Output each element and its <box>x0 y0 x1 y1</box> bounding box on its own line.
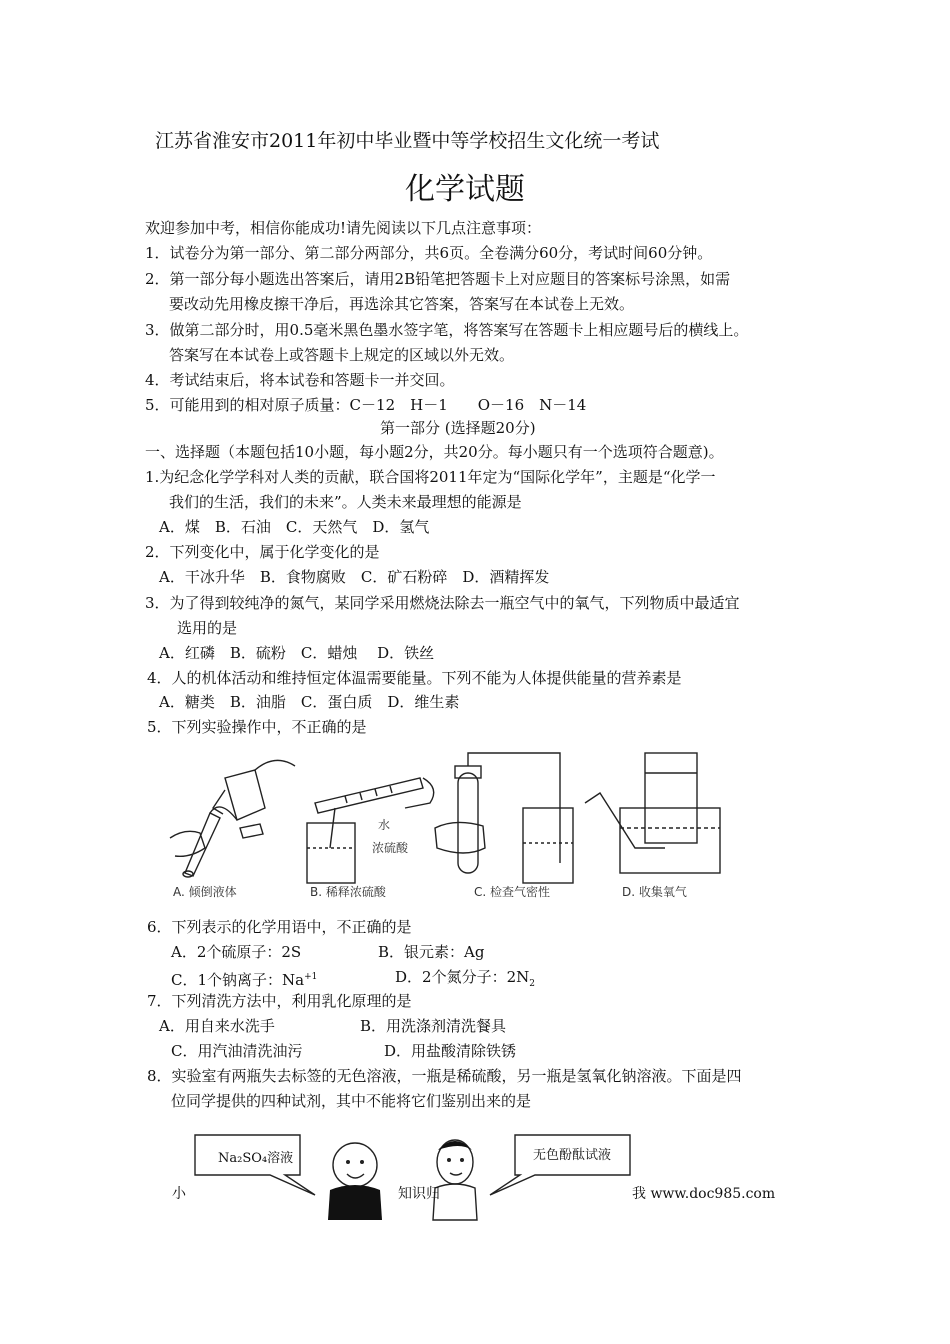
figure-water-label: 水 <box>378 818 391 832</box>
question-8-cont: 位同学提供的四种试剂，其中不能将它们鉴别出来的是 <box>171 1092 532 1110</box>
question-7: 7．下列清洗方法中，利用乳化原理的是 <box>147 992 412 1010</box>
question-5: 5．下列实验操作中，不正确的是 <box>147 718 367 736</box>
part1-heading: 第一部分 (选择题20分) <box>380 419 536 437</box>
question-1-options: A．煤 B．石油 C．天然气 D．氢气 <box>159 518 430 536</box>
note-line: 2．第一部分每小题选出答案后，请用2B铅笔把答题卡上对应题目的答案标号涂黑，如需 <box>145 270 731 288</box>
note-line: 答案写在本试卷上或答题卡上规定的区域以外无效。 <box>169 346 515 364</box>
figure-label-a: A. 倾倒液体 <box>173 885 237 899</box>
question-7-option-c: C．用汽油清洗油污 <box>171 1042 303 1060</box>
student-right <box>433 1140 477 1220</box>
question-6-option-d: D．2个氮分子：$2N_2$ <box>395 968 535 989</box>
reagent-cartoon-figure <box>190 1130 650 1220</box>
section-heading: 一、选择题（本题包括10小题，每小题2分，共20分。每小题只有一个选项符合题意)。 <box>145 443 724 461</box>
figure-acid-label: 浓硫酸 <box>372 841 409 855</box>
question-8: 8．实验室有两瓶失去标签的无色溶液，一瓶是稀硫酸，另一瓶是氢氧化钠溶液。下面是四 <box>147 1067 742 1085</box>
figure-c-airtight <box>435 753 573 883</box>
question-1: 1.为纪念化学学科对人类的贡献，联合国将2011年定为“国际化学年”，主题是“化学一 <box>145 468 716 486</box>
note-line: 5．可能用到的相对原子质量：C－12 H－1 O－16 N－14 <box>145 396 587 414</box>
intro-text: 欢迎参加中考，相信你能成功!请先阅读以下几点注意事项： <box>145 219 542 237</box>
footer-middle: 知识归 <box>398 1186 440 1202</box>
question-7-option-d: D．用盐酸清除铁锈 <box>384 1042 517 1060</box>
footer-left: 小 <box>172 1186 186 1202</box>
question-3-options: A．红磷 B．硫粉 C．蜡烛 D．铁丝 <box>159 644 435 662</box>
figure-d-collecting <box>585 753 720 873</box>
question-6-option-b: B．银元素：Ag <box>378 943 485 961</box>
figure-label-c: C. 检查气密性 <box>474 885 551 899</box>
exam-header: 江苏省淮安市2011年初中毕业暨中等学校招生文化统一考试 <box>155 130 660 152</box>
question-7-option-a: A．用自来水洗手 <box>159 1017 275 1035</box>
question-1-cont: 我们的生活，我们的未来”。人类未来最理想的能源是 <box>169 493 522 511</box>
question-6: 6．下列表示的化学用语中，不正确的是 <box>147 918 412 936</box>
figure-b-diluting <box>307 778 434 883</box>
note-line: 4．考试结束后，将本试卷和答题卡一并交回。 <box>145 371 455 389</box>
footer-url: 我 www.doc985.com <box>632 1186 776 1202</box>
bubble-right-text: 无色酚酞试液 <box>533 1148 612 1163</box>
bubble-left-text: Na₂SO₄溶液 <box>218 1151 294 1166</box>
note-line: 1．试卷分为第一部分、第二部分两部分，共6页。全卷满分60分，考试时间60分钟。 <box>145 244 713 262</box>
question-4-options: A．糖类 B．油脂 C．蛋白质 D．维生素 <box>159 693 460 711</box>
question-6-option-c: C．1个钠离子：$Na^{+1}$ <box>171 971 318 989</box>
figure-a-pouring <box>170 760 295 877</box>
student-left <box>328 1143 382 1220</box>
page-title: 化学试题 <box>405 172 525 207</box>
figure-label-b: B. 稀释浓硫酸 <box>310 885 386 899</box>
question-2: 2．下列变化中，属于化学变化的是 <box>145 543 380 561</box>
question-7-option-b: B．用洗涤剂清洗餐具 <box>360 1017 507 1035</box>
figure-label-d: D. 收集氧气 <box>622 885 687 899</box>
question-4: 4．人的机体活动和维持恒定体温需要能量。下列不能为人体提供能量的营养素是 <box>147 669 682 687</box>
note-line: 3．做第二部分时，用0.5毫米黑色墨水签字笔，将答案写在答题卡上相应题号后的横线上。 <box>145 321 749 339</box>
question-3-cont: 选用的是 <box>177 619 238 637</box>
question-6-option-a: A．2个硫原子：2S <box>171 943 302 961</box>
note-line: 要改动先用橡皮擦干净后，再选涂其它答案，答案写在本试卷上无效。 <box>169 295 635 313</box>
question-2-options: A．干冰升华 B．食物腐败 C．矿石粉碎 D．酒精挥发 <box>159 568 550 586</box>
question-3: 3．为了得到较纯净的氮气，某同学采用燃烧法除去一瓶空气中的氧气，下列物质中最适宜 <box>145 594 740 612</box>
